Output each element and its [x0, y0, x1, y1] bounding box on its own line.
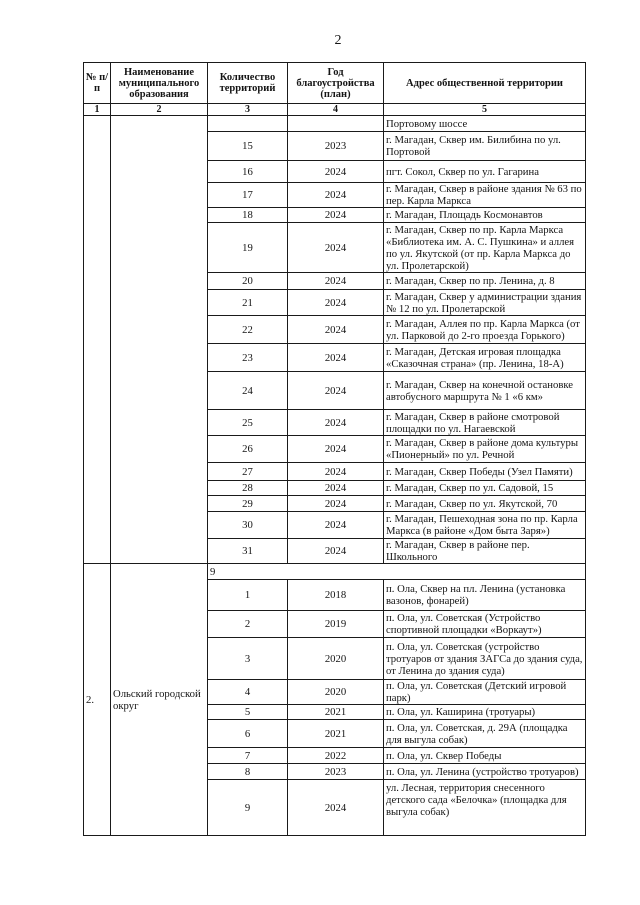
- year-cell: 2020: [288, 638, 384, 680]
- territory-number-cell: 20: [208, 273, 288, 290]
- year-cell: 2024: [288, 463, 384, 481]
- year-cell: 2023: [288, 764, 384, 780]
- header-row-number: № п/п: [84, 63, 111, 104]
- address-cell: г. Магадан, Сквер им. Билибина по ул. Портовой: [384, 132, 586, 161]
- territory-number-cell: 8: [208, 764, 288, 780]
- year-cell: 2024: [288, 496, 384, 512]
- year-cell: 2024: [288, 780, 384, 836]
- column-number: 4: [288, 104, 384, 116]
- table-body: [84, 116, 586, 836]
- year-cell: 2024: [288, 372, 384, 410]
- territory-number-cell: 18: [208, 208, 288, 223]
- year-cell: 2024: [288, 273, 384, 290]
- address-cell: п. Ола, ул. Каширина (тротуары): [384, 705, 586, 720]
- year-cell: 2024: [288, 183, 384, 208]
- address-cell: г. Магадан, Сквер у администрации здания № 12 по ул. Пролетарской: [384, 290, 586, 316]
- public-territories-table: [83, 62, 586, 836]
- municipality-number-cell: [84, 116, 111, 564]
- municipality-name-cell: [111, 116, 208, 564]
- territory-number-cell: 6: [208, 720, 288, 748]
- address-cell: г. Магадан, Сквер по пр. Ленина, д. 8: [384, 273, 586, 290]
- address-cell: г. Магадан, Сквер на конечной остановке автобусного маршрута № 1 «6 км»: [384, 372, 586, 410]
- territory-number-cell: 31: [208, 539, 288, 564]
- address-cell: Портовому шоссе: [384, 116, 586, 132]
- year-cell: 2024: [288, 223, 384, 273]
- year-cell: 2024: [288, 208, 384, 223]
- address-cell: п. Ола, ул. Советская (Детский игровой парк): [384, 680, 586, 705]
- territory-number-cell: 19: [208, 223, 288, 273]
- municipality-number-cell: 2.: [84, 564, 111, 836]
- territory-number-cell: 23: [208, 344, 288, 372]
- territory-number-cell: 15: [208, 132, 288, 161]
- address-cell: г. Магадан, Сквер по ул. Садовой, 15: [384, 481, 586, 496]
- column-number: 2: [111, 104, 208, 116]
- territory-number-cell: 7: [208, 748, 288, 764]
- territory-number-cell: 26: [208, 436, 288, 463]
- year-cell: 2024: [288, 290, 384, 316]
- territory-number-cell: 17: [208, 183, 288, 208]
- address-cell: г. Магадан, Сквер по пр. Карла Маркса «Библиотека им. А. С. Пушкина» и аллея по ул. Якутской (от пр. Карла Маркса до ул. Пролетарской): [384, 223, 586, 273]
- territory-number-cell: 9: [208, 780, 288, 836]
- column-number: 3: [208, 104, 288, 116]
- territory-number-cell: 1: [208, 580, 288, 611]
- territory-number-cell: 24: [208, 372, 288, 410]
- year-cell: 2024: [288, 481, 384, 496]
- address-cell: п. Ола, ул. Советская (устройство тротуаров от здания ЗАГСа до здания суда, от Ленина до здания суда): [384, 638, 586, 680]
- territory-number-cell: 22: [208, 316, 288, 344]
- header-territory-count: Количество территорий: [208, 63, 288, 104]
- year-cell: 2019: [288, 611, 384, 638]
- column-number: 5: [384, 104, 586, 116]
- address-cell: п. Ола, ул. Сквер Победы: [384, 748, 586, 764]
- address-cell: г. Магадан, Сквер в районе здания № 63 по пер. Карла Маркса: [384, 183, 586, 208]
- territory-number-cell: 16: [208, 161, 288, 183]
- year-cell: 2024: [288, 410, 384, 436]
- address-cell: г. Магадан, Сквер в районе дома культуры «Пионерный» по ул. Речной: [384, 436, 586, 463]
- territory-number-cell: 21: [208, 290, 288, 316]
- municipality-name-cell: Ольский городской округ: [111, 564, 208, 836]
- address-cell: г. Магадан, Сквер Победы (Узел Памяти): [384, 463, 586, 481]
- address-cell: г. Магадан, Пешеходная зона по пр. Карла Маркса (в районе «Дом быта Заря»): [384, 512, 586, 539]
- territory-number-cell: 2: [208, 611, 288, 638]
- address-cell: г. Магадан, Детская игровая площадка «Сказочная страна» (пр. Ленина, 18-А): [384, 344, 586, 372]
- territory-number-cell: [208, 116, 288, 132]
- territory-count-cell: 9: [208, 564, 586, 580]
- header-address: Адрес общественной территории: [384, 63, 586, 104]
- address-cell: г. Магадан, Площадь Космонавтов: [384, 208, 586, 223]
- page-number: 2: [334, 33, 342, 48]
- year-cell: [288, 116, 384, 132]
- address-cell: г. Магадан, Аллея по пр. Карла Маркса (от ул. Парковой до 2-го проезда Горького): [384, 316, 586, 344]
- municipality-row: [84, 564, 586, 580]
- territory-number-cell: 4: [208, 680, 288, 705]
- address-cell: пгт. Сокол, Сквер по ул. Гагарина: [384, 161, 586, 183]
- territory-number-cell: 3: [208, 638, 288, 680]
- header-municipality: Наименование муниципального образования: [111, 63, 208, 104]
- address-cell: г. Магадан, Сквер по ул. Якутской, 70: [384, 496, 586, 512]
- year-cell: 2024: [288, 316, 384, 344]
- table-header: [84, 63, 586, 116]
- territory-number-cell: 25: [208, 410, 288, 436]
- territory-number-cell: 29: [208, 496, 288, 512]
- year-cell: 2024: [288, 344, 384, 372]
- year-cell: 2024: [288, 161, 384, 183]
- year-cell: 2024: [288, 512, 384, 539]
- territory-number-cell: 28: [208, 481, 288, 496]
- year-cell: 2024: [288, 436, 384, 463]
- header-row: [84, 63, 586, 104]
- year-cell: 2021: [288, 720, 384, 748]
- column-number-row: [84, 104, 586, 116]
- year-cell: 2022: [288, 748, 384, 764]
- year-cell: 2021: [288, 705, 384, 720]
- table-row: [84, 116, 586, 132]
- address-cell: п. Ола, ул. Советская (Устройство спортивной площадки «Воркаут»): [384, 611, 586, 638]
- address-cell: г. Магадан, Сквер в районе смотровой площадки по ул. Нагаевской: [384, 410, 586, 436]
- territory-number-cell: 5: [208, 705, 288, 720]
- territory-number-cell: 27: [208, 463, 288, 481]
- address-cell: п. Ола, Сквер на пл. Ленина (установка вазонов, фонарей): [384, 580, 586, 611]
- column-number: 1: [84, 104, 111, 116]
- address-cell: п. Ола, ул. Ленина (устройство тротуаров): [384, 764, 586, 780]
- address-cell: п. Ола, ул. Советская, д. 29А (площадка для выгула собак): [384, 720, 586, 748]
- year-cell: 2023: [288, 132, 384, 161]
- year-cell: 2024: [288, 539, 384, 564]
- territory-number-cell: 30: [208, 512, 288, 539]
- header-year: Год благоустройства (план): [288, 63, 384, 104]
- address-cell: ул. Лесная, территория снесенного детского сада «Белочка» (площадка для выгула собак): [384, 780, 586, 836]
- year-cell: 2018: [288, 580, 384, 611]
- year-cell: 2020: [288, 680, 384, 705]
- address-cell: г. Магадан, Сквер в районе пер. Школьного: [384, 539, 586, 564]
